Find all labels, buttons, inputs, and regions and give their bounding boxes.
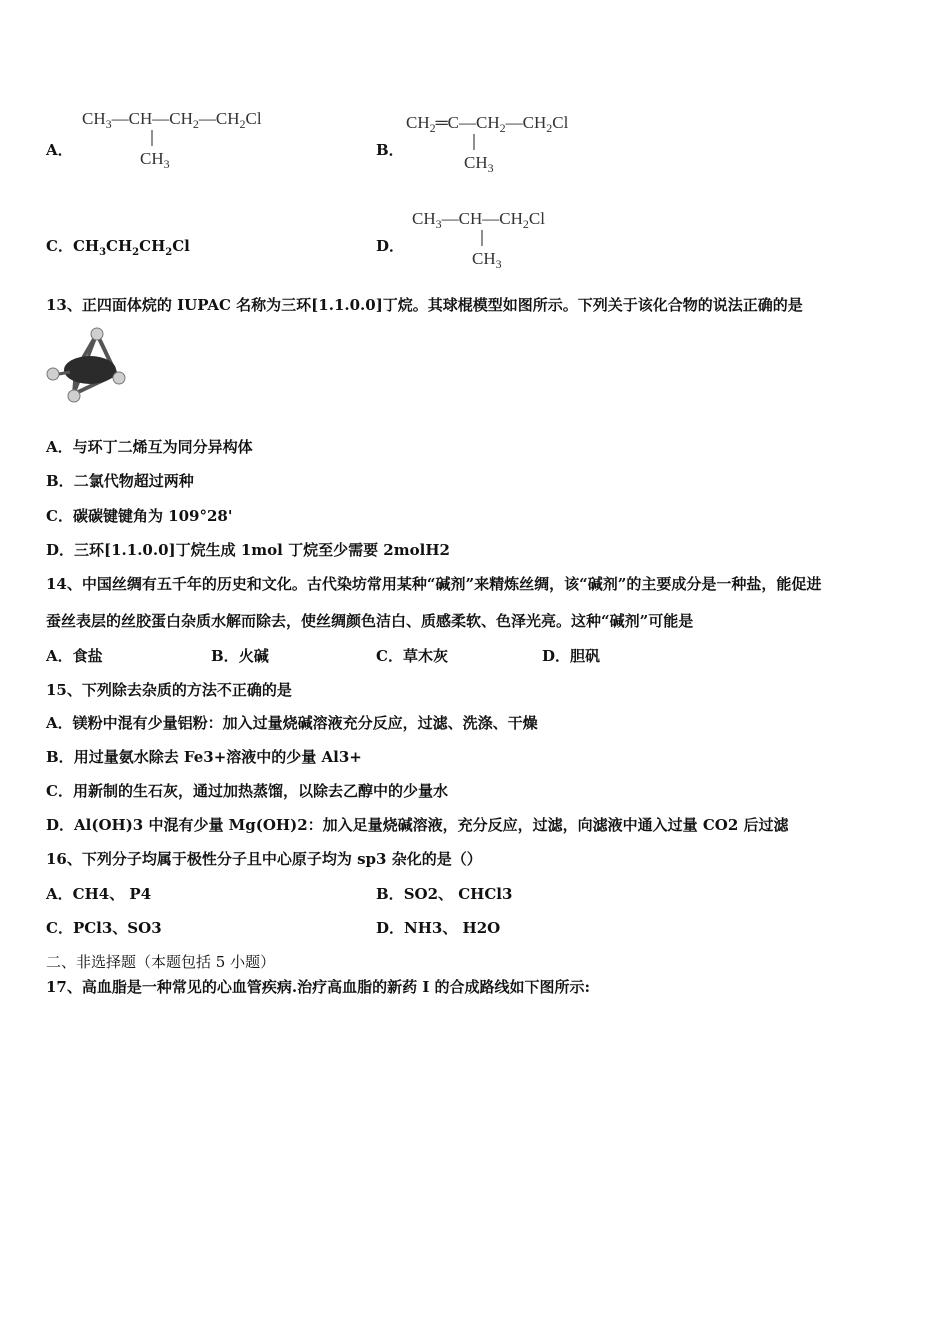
q13-option-d bbox=[46, 540, 450, 560]
q14-option-b-label: B． bbox=[211, 647, 239, 665]
q15-option-c-label: C． bbox=[46, 782, 73, 800]
q15-option-c-text: 用新制的生石灰，通过加热蒸馏，以除去乙醇中的少量水 bbox=[72, 782, 448, 800]
svg-text:CH3: $CH_3$ bbox=[464, 153, 494, 175]
q13-option-a bbox=[46, 437, 253, 457]
q13-option-c-text: 碳碳键键角为 109°28' bbox=[72, 507, 233, 525]
q12-option-b-formula bbox=[402, 104, 642, 182]
q15-option-d-label: D． bbox=[46, 816, 75, 834]
q12-option-d-formula bbox=[408, 200, 628, 278]
q13-option-b-label: B． bbox=[46, 472, 74, 490]
q13-option-d-text: 三环[1.1.0.0]丁烷生成 1mol 丁烷至少需要 2molH2 bbox=[74, 541, 450, 559]
q12-option-c-formula: $CH_3CH_2CH_2Cl$ bbox=[72, 237, 190, 258]
q15-option-a-label: A． bbox=[46, 714, 73, 732]
q12-option-d-label: D． bbox=[376, 237, 405, 255]
q13-option-c bbox=[46, 506, 232, 526]
q14-option-d bbox=[542, 646, 600, 666]
q14-option-a-text: 食盐 bbox=[72, 647, 103, 665]
q13-option-a-label: A． bbox=[46, 438, 73, 456]
q14-option-d-label: D． bbox=[542, 647, 571, 665]
ball-and-stick-model-image bbox=[40, 322, 132, 406]
q16-option-b bbox=[376, 884, 512, 904]
q16-option-a-label: A． bbox=[46, 885, 73, 903]
q13-option-c-label: C． bbox=[46, 507, 73, 525]
q14-option-b-text: 火碱 bbox=[238, 647, 269, 665]
q16-stem: 16、下列分子均属于极性分子且中心原子均为 sp3 杂化的是（） bbox=[46, 850, 482, 868]
svg-text:CH3—CH—CH2Cl: $CH_3—CH—CH_2Cl$ bbox=[412, 209, 545, 231]
svg-text:CH3—CH—CH2—CH2Cl: $CH_3—CH—CH_2—CH_2Cl$ bbox=[82, 109, 262, 131]
q16-option-b-text: SO2、 CHCl3 bbox=[403, 885, 513, 903]
svg-text:CH2═C—CH2—CH2Cl: $CH_2═C—CH_2—CH_2Cl$ bbox=[406, 113, 569, 135]
q15-option-b-text: 用过量氨水除去 Fe3+溶液中的少量 Al3+ bbox=[73, 748, 362, 766]
q13-option-a-text: 与环丁二烯互为同分异构体 bbox=[72, 438, 253, 456]
q12-option-c-label: C． bbox=[46, 237, 73, 255]
q14-option-d-text: 胆矾 bbox=[570, 647, 601, 665]
q14-option-c-text: 草木灰 bbox=[402, 647, 448, 665]
q16-option-d bbox=[376, 918, 500, 938]
q12-option-b-label: B． bbox=[376, 141, 404, 159]
q14-option-c-label: C． bbox=[376, 647, 403, 665]
q16-option-d-text: NH3、 H2O bbox=[404, 919, 501, 937]
q13-option-d-label: D． bbox=[46, 541, 75, 559]
q15-option-d bbox=[46, 815, 789, 835]
q16-option-d-label: D． bbox=[376, 919, 405, 937]
q16-option-b-label: B． bbox=[376, 885, 404, 903]
svg-text:CH3: $CH_3$ bbox=[140, 149, 170, 171]
q12-option-a-label: A． bbox=[46, 141, 73, 159]
q14-stem-line2: 蚕丝表层的丝胶蛋白杂质水解而除去，使丝绸颜色洁白、质感柔软、色泽光亮。这种“碱剂”可能是 bbox=[46, 612, 694, 630]
q15-option-b-label: B． bbox=[46, 748, 74, 766]
section-heading: 二、非选择题（本题包括 5 小题） bbox=[46, 953, 276, 971]
q15-option-a-text: 镁粉中混有少量铝粉：加入过量烧碱溶液充分反应，过滤、洗涤、干燥 bbox=[72, 714, 538, 732]
q15-option-b bbox=[46, 747, 362, 767]
q15-stem: 15、下列除去杂质的方法不正确的是 bbox=[46, 681, 292, 699]
q16-option-a bbox=[46, 884, 151, 904]
q13-stem: 13、正四面体烷的 IUPAC 名称为三环[1.1.0.0]丁烷。其球棍模型如图所示。下列关于该化合物的说法正确的是 bbox=[46, 296, 803, 314]
q14-option-b bbox=[211, 646, 269, 666]
q14-option-a-label: A． bbox=[46, 647, 73, 665]
q14-stem-line1: 14、中国丝绸有五千年的历史和文化。古代染坊常用某种“碱剂”来精炼丝绸，该“碱剂”的主要成分是一种盐，能促进 bbox=[46, 575, 822, 593]
q12-option-c bbox=[46, 236, 190, 256]
q12-option-a-formula bbox=[78, 100, 338, 178]
q14-option-a bbox=[46, 646, 103, 666]
q14-option-c bbox=[376, 646, 448, 666]
q15-option-d-text: Al(OH)3 中混有少量 Mg(OH)2：加入足量烧碱溶液，充分反应，过滤，向滤液中通入过量 CO2 后过滤 bbox=[74, 816, 789, 834]
q17-stem: 17、高血脂是一种常见的心血管疾病.治疗高血脂的新药 I 的合成路线如下图所示: bbox=[46, 978, 591, 996]
q15-option-c bbox=[46, 781, 448, 801]
q16-option-c-label: C． bbox=[46, 919, 73, 937]
q15-option-a bbox=[46, 713, 538, 733]
q16-option-c-text: PCl3、SO3 bbox=[72, 919, 162, 937]
q13-option-b-text: 二氯代物超过两种 bbox=[73, 472, 194, 490]
q16-option-a-text: CH4、 P4 bbox=[72, 885, 152, 903]
q16-option-c bbox=[46, 918, 162, 938]
q13-option-b bbox=[46, 471, 194, 491]
svg-text:CH3: $CH_3$ bbox=[472, 249, 502, 271]
